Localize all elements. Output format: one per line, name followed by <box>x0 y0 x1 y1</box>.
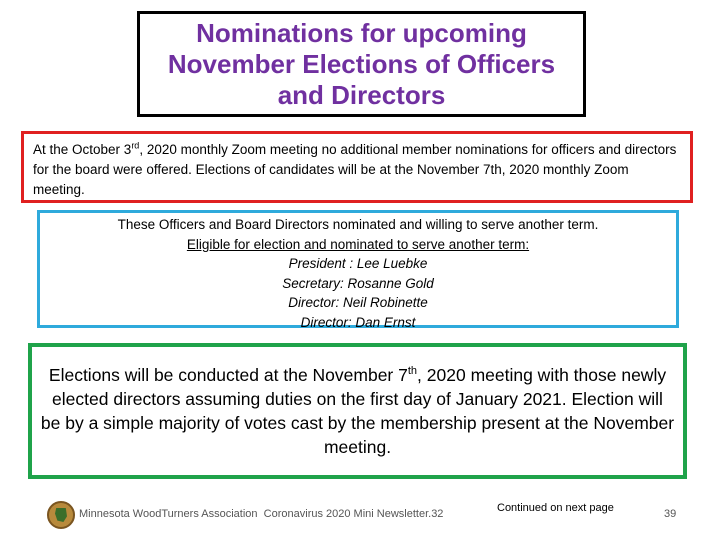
nominees-heading: Eligible for election and nominated to serve another term: <box>186 236 530 252</box>
page-title-line-1: Nominations for upcoming <box>196 17 527 48</box>
notice-text-end: , 2020 monthly Zoom meeting no additional member nominations for officers and directors for the board were offered. Elections of candidates will be at the November 7th, 2020 monthly Zoom meeting. <box>33 142 677 197</box>
footer-credit <box>79 508 443 520</box>
continued-note: Continued on next page <box>497 502 614 514</box>
elections-paragraph <box>40 363 675 459</box>
page-title-line-3: and Directors <box>277 79 446 110</box>
nominee-director-1: Director: Neil Robinette <box>288 295 428 310</box>
nominee-director-2: Director: Dan Ernst <box>300 314 416 330</box>
nominee-president: President : Lee Luebke <box>288 256 428 271</box>
nominee-secretary: Secretary: Rosanne Gold <box>282 275 434 291</box>
footer-org: Minnesota WoodTurners Association <box>79 508 258 520</box>
notice-ordinal: rd <box>131 140 140 151</box>
footer-publication: Coronavirus 2020 Mini Newsletter.32 <box>263 508 444 520</box>
elections-text-start: Elections will be conducted at the November 7 <box>48 365 408 385</box>
elections-box <box>28 343 687 479</box>
nominees-intro: These Officers and Board Directors nominated and willing to serve another term. <box>117 217 599 232</box>
elections-ordinal: th <box>407 365 418 378</box>
association-logo-icon <box>47 501 75 529</box>
notice-box <box>21 131 693 203</box>
title-box <box>137 11 586 117</box>
nominees-box <box>37 210 679 328</box>
elections-text-end: , 2020 meeting with those newly elected directors assuming duties on the first day of January 2021. Election will be by a simple majority of votes cast by the membership present at the November meeting. <box>40 365 675 457</box>
page-number: 39 <box>664 508 677 520</box>
page-title-line-2: November Elections of Officers <box>167 48 556 79</box>
notice-text-start: At the October 3 <box>33 142 132 157</box>
